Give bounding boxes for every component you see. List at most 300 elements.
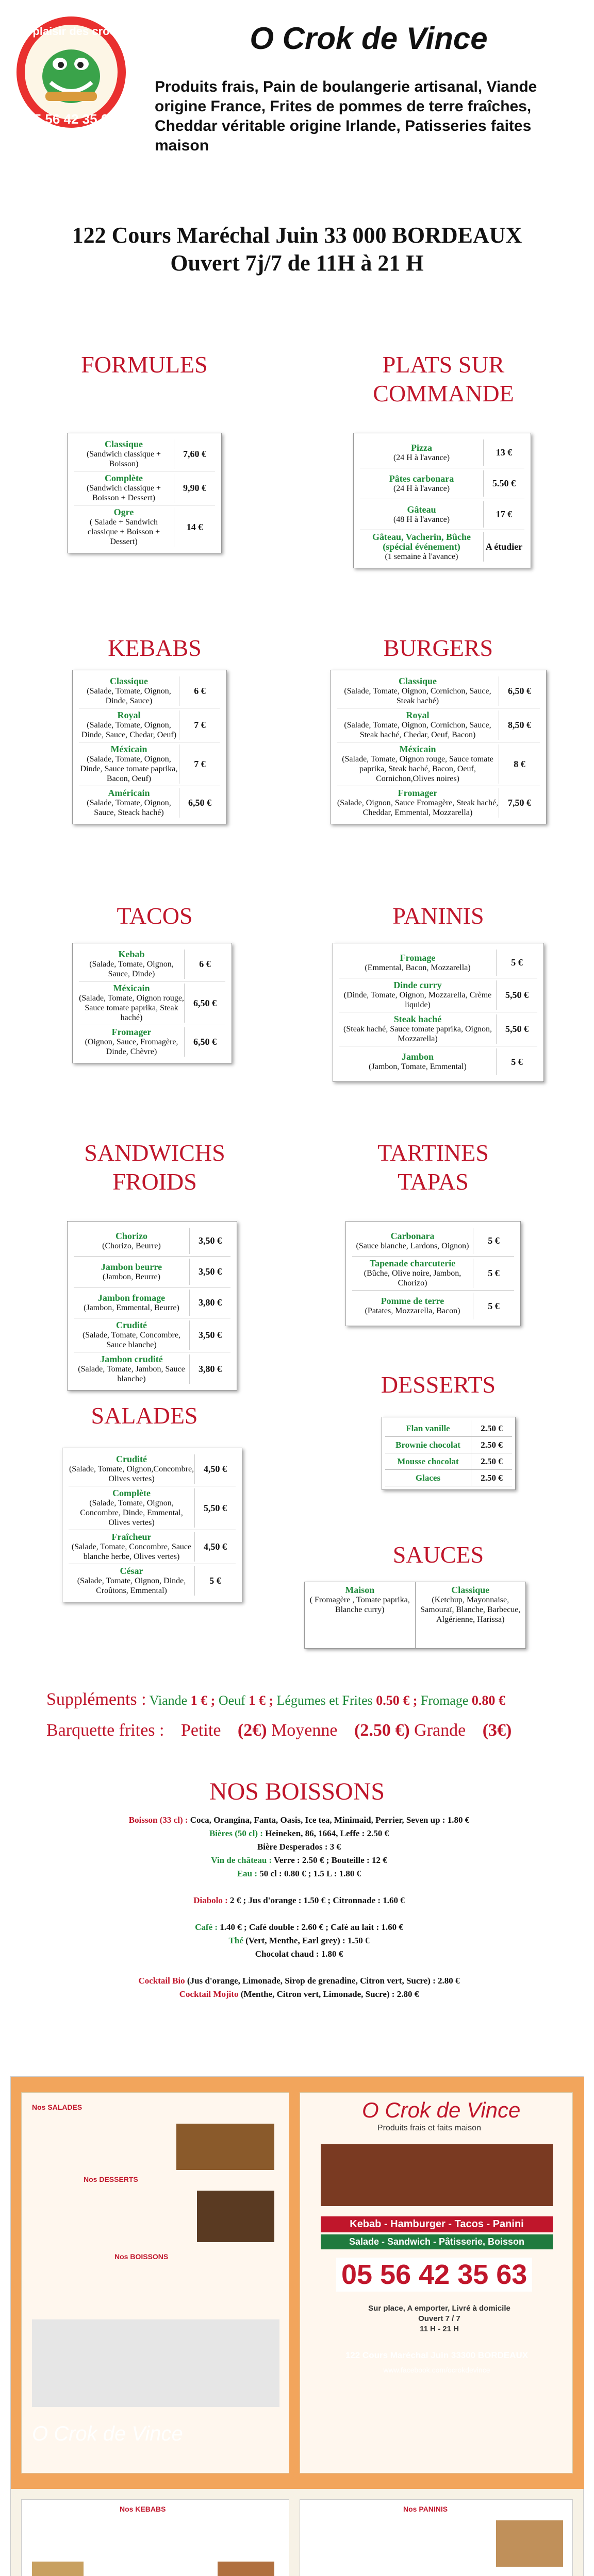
menu-item bbox=[74, 1287, 230, 1318]
menu-item-text bbox=[74, 1320, 189, 1350]
menu-item bbox=[79, 674, 220, 708]
menu-item-text bbox=[79, 676, 179, 706]
menu-item-name: Royal bbox=[117, 710, 141, 720]
menu-item-price: 14 € bbox=[174, 507, 215, 547]
paninis-title: PANINIS bbox=[392, 903, 484, 929]
tartines-box bbox=[345, 1221, 521, 1326]
site-title: O Crok de Vince bbox=[250, 21, 488, 56]
flyer-web: www.facebook.com/ocrokdevince bbox=[383, 2366, 490, 2374]
drink-line bbox=[41, 1934, 557, 1947]
flyer-salad-photo bbox=[176, 2124, 274, 2170]
flyer-panini-photo bbox=[496, 2520, 563, 2567]
drink-line bbox=[41, 1880, 557, 1894]
menu-item-desc: (48 H à l'avance) bbox=[393, 515, 450, 524]
menu-item bbox=[337, 674, 540, 708]
menu-item bbox=[337, 708, 540, 742]
supplement-price: 0.80 € bbox=[471, 1693, 505, 1708]
drink-label: Cocktail Mojito bbox=[179, 1989, 239, 1999]
menu-item-desc: (Salade, Tomate, Oignon,Concombre, Olives vertes) bbox=[69, 1465, 194, 1483]
menu-item bbox=[79, 981, 225, 1025]
menu-item-name: Pizza bbox=[411, 442, 432, 453]
sandwichs-title: SANDWICHS FROIDS bbox=[84, 1140, 225, 1195]
flyer-title: O Crok de Vince bbox=[362, 2098, 521, 2122]
flyer-desserts-heading: Nos DESSERTS bbox=[84, 2175, 138, 2183]
logo-text: le plaisir des crocs bbox=[20, 25, 123, 38]
menu-item-text bbox=[352, 1259, 473, 1288]
menu-item bbox=[385, 1470, 512, 1486]
menu-item bbox=[79, 1025, 225, 1059]
flyer-sub: Sur place, A emporter, Livré à domicile bbox=[368, 2304, 510, 2313]
menu-item-price: 5,50 € bbox=[496, 980, 537, 1010]
menu-item bbox=[385, 1437, 512, 1453]
menu-item bbox=[69, 1452, 236, 1486]
menu-item-text bbox=[79, 744, 179, 784]
drink-text: 50 cl : 0.80 € ; 1.5 L : 1.80 € bbox=[259, 1869, 361, 1878]
sauce-classique-desc: (Ketchup, Mayonnaise, Samouraï, Blanche, Barbecue, Algérienne, Harissa) bbox=[420, 1596, 521, 1624]
menu-item bbox=[69, 1486, 236, 1530]
menu-item-price: 2.50 € bbox=[471, 1420, 512, 1436]
menu-item-price: 2.50 € bbox=[471, 1437, 512, 1453]
menu-item-price: 5.50 € bbox=[483, 470, 524, 497]
flyer-dessert-photo bbox=[197, 2191, 274, 2242]
menu-item-price: 3,50 € bbox=[189, 1228, 230, 1254]
menu-item-name: Classique bbox=[104, 439, 143, 449]
barquette-grande: Grande bbox=[414, 1721, 466, 1740]
drink-text: Verre : 2.50 € ; Bouteille : 12 € bbox=[274, 1855, 387, 1865]
menu-item-price: 6,50 € bbox=[179, 788, 220, 818]
menu-item-text bbox=[79, 984, 184, 1023]
menu-item-text bbox=[337, 710, 499, 740]
menu-item-price: 5 € bbox=[473, 1228, 514, 1254]
menu-item-desc: (Sandwich classique + Boisson) bbox=[86, 450, 161, 468]
menu-item-price: 7,50 € bbox=[499, 788, 540, 818]
menu-item-price: 5 € bbox=[194, 1566, 236, 1596]
drink-label: Cocktail Bio bbox=[138, 1976, 185, 1986]
menu-item-text bbox=[339, 1052, 496, 1072]
menu-item-desc: (Salade, Tomate, Oignon, Cornichon, Sauce, Steak haché) bbox=[344, 687, 491, 705]
menu-item bbox=[79, 786, 220, 820]
menu-item-price: 3,50 € bbox=[189, 1259, 230, 1285]
drink-text: 2 € ; Jus d'orange : 1.50 € ; Citronnade : 1.60 € bbox=[230, 1895, 405, 1905]
menu-item-price: 7,60 € bbox=[174, 439, 215, 469]
menu-item-text: Mousse chocolat bbox=[397, 1456, 459, 1466]
boissons-title: NOS BOISSONS bbox=[209, 1778, 385, 1805]
drink-line bbox=[41, 1988, 557, 2001]
menu-item bbox=[337, 742, 540, 786]
menu-item bbox=[339, 947, 537, 978]
flyer-kebab-photo bbox=[32, 2562, 84, 2576]
drink-line bbox=[41, 1854, 557, 1867]
menu-item-name: Jambon beurre bbox=[101, 1261, 162, 1272]
menu-item-desc: (Salade, Tomate, Jambon, Sauce blanche) bbox=[78, 1365, 185, 1383]
menu-item bbox=[79, 708, 220, 742]
menu-item bbox=[74, 1318, 230, 1352]
supplements-line bbox=[46, 1690, 562, 1709]
menu-item bbox=[337, 786, 540, 820]
menu-item bbox=[339, 1012, 537, 1046]
menu-item-name: Steak haché bbox=[393, 1014, 442, 1024]
menu-item bbox=[385, 1453, 512, 1470]
flyer-kebab-photo-2 bbox=[218, 2562, 274, 2576]
flyer-left-title: O Crok de Vince bbox=[32, 2422, 183, 2445]
menu-item-price: 5 € bbox=[473, 1259, 514, 1288]
menu-item-name: Méxicain bbox=[110, 744, 147, 754]
formules-box bbox=[67, 433, 222, 553]
flyer-map bbox=[32, 2319, 279, 2407]
menu-item-name: Chorizo bbox=[116, 1230, 147, 1241]
menu-item-price: 8,50 € bbox=[499, 710, 540, 740]
flyer-open: Ouvert 7 / 7 bbox=[418, 2314, 460, 2323]
menu-item-price: 6 € bbox=[184, 950, 225, 979]
menu-item-text bbox=[74, 1293, 189, 1313]
drink-line bbox=[41, 1961, 557, 1974]
menu-item-price: 6,50 € bbox=[499, 676, 540, 706]
menu-item-price: 6,50 € bbox=[184, 1027, 225, 1057]
desserts-title: DESSERTS bbox=[381, 1371, 496, 1398]
address-line: 122 Cours Maréchal Juin 33 000 BORDEAUX bbox=[72, 223, 522, 248]
flyer-tagline: Produits frais et faits maison bbox=[377, 2124, 481, 2132]
barquette-grande-price: (3€) bbox=[482, 1721, 512, 1740]
menu-item-text bbox=[360, 474, 483, 494]
menu-item-text: Glaces bbox=[415, 1472, 441, 1483]
menu-item-price: 7 € bbox=[179, 710, 220, 740]
menu-item-text bbox=[74, 1354, 189, 1384]
drink-label: Diabolo : bbox=[193, 1895, 228, 1905]
restaurant-logo bbox=[14, 14, 128, 133]
menu-item-price: 5,50 € bbox=[496, 1014, 537, 1044]
flyer-address: 122 Cours Maréchal Juin 33300 BORDEAUX bbox=[345, 2350, 529, 2360]
menu-item-text: Flan vanille bbox=[406, 1423, 450, 1433]
menu-item-desc: (Salade, Oignon, Sauce Fromagère, Steak haché, Cheddar, Emmental, Mozzarella) bbox=[337, 799, 499, 817]
menu-item-text bbox=[360, 505, 483, 524]
menu-item-text bbox=[337, 788, 499, 818]
flyer-banner: Kebab - Hamburger - Tacos - Panini bbox=[321, 2216, 553, 2232]
menu-item-desc: (Jambon, Emmental, Beurre) bbox=[84, 1303, 179, 1312]
drink-line bbox=[41, 1974, 557, 1988]
drink-line bbox=[41, 1921, 557, 1934]
menu-item bbox=[74, 1226, 230, 1257]
drink-line bbox=[41, 1947, 557, 1961]
menu-item bbox=[69, 1564, 236, 1598]
flyer-food-photo bbox=[321, 2144, 553, 2206]
menu-item-price: 6,50 € bbox=[184, 984, 225, 1023]
drink-label: Eau : bbox=[237, 1869, 258, 1878]
menu-item-price: 5,50 € bbox=[194, 1488, 236, 1528]
barquette-moyenne: Moyenne bbox=[271, 1721, 338, 1740]
menu-item-name: Pâtes carbonara bbox=[389, 473, 454, 484]
menu-item-desc: (Chorizo, Beurre) bbox=[102, 1241, 161, 1250]
menu-item-name: Crudité bbox=[116, 1320, 147, 1330]
barquette-petite-price: (2€) bbox=[237, 1721, 267, 1740]
drink-label: Café : bbox=[195, 1922, 218, 1932]
drink-line bbox=[41, 1867, 557, 1880]
menu-item bbox=[352, 1291, 514, 1321]
menu-item-desc: (Bûche, Olive noire, Jambon, Chorizo) bbox=[364, 1269, 461, 1287]
drink-line bbox=[41, 1840, 557, 1854]
address-block bbox=[0, 222, 594, 277]
barquette-line bbox=[46, 1721, 562, 1740]
menu-item-text bbox=[337, 676, 499, 706]
menu-item-desc: (Jambon, Beurre) bbox=[103, 1272, 160, 1281]
menu-item-text bbox=[337, 744, 499, 784]
menu-item-text bbox=[69, 1566, 194, 1596]
sauce-maison bbox=[305, 1582, 415, 1648]
menu-item-desc: (Steak haché, Sauce tomate paprika, Oignon, Mozzarella) bbox=[343, 1025, 492, 1043]
menu-item-price: 9,90 € bbox=[174, 473, 215, 503]
menu-item-text: Brownie chocolat bbox=[395, 1439, 460, 1450]
supplements-label: Suppléments : bbox=[46, 1690, 146, 1709]
flyer-kebabs-heading: Nos KEBABS bbox=[120, 2505, 166, 2513]
supplement-price: 0.50 € ; bbox=[376, 1693, 418, 1708]
menu-item-desc: (Jambon, Tomate, Emmental) bbox=[369, 1062, 467, 1071]
paninis-box bbox=[333, 943, 544, 1082]
flyer-phone: 05 56 42 35 63 bbox=[336, 2258, 532, 2292]
drink-text: Bière Desperados : 3 € bbox=[257, 1842, 341, 1852]
drink-line bbox=[41, 1814, 557, 1827]
menu-item-price: 4,50 € bbox=[194, 1532, 236, 1562]
menu-item-desc: (Salade, Tomate, Oignon, Dinde, Sauce, Chedar, Oeuf) bbox=[81, 721, 177, 739]
menu-item-text bbox=[360, 443, 483, 463]
menu-item-text bbox=[79, 788, 179, 818]
menu-item bbox=[69, 1530, 236, 1564]
formules-title: FORMULES bbox=[81, 351, 208, 378]
menu-item-text bbox=[339, 980, 496, 1010]
plats-title: PLATS SUR COMMANDE bbox=[373, 351, 514, 406]
flyer-kebab-burger-panel bbox=[21, 2499, 289, 2576]
menu-item-desc: (Salade, Tomate, Concombre, Sauce blanche) bbox=[82, 1331, 181, 1349]
drink-text: Heineken, 86, 1664, Leffe : 2.50 € bbox=[265, 1828, 389, 1838]
flyer-paninis-heading: Nos PANINIS bbox=[403, 2505, 448, 2513]
menu-item-name: Carbonara bbox=[390, 1230, 435, 1241]
menu-item-desc: (24 H à l'avance) bbox=[393, 484, 450, 493]
page-header bbox=[0, 0, 594, 216]
flyer-panini-panel bbox=[300, 2499, 573, 2576]
menu-flyer-image bbox=[10, 2076, 584, 2576]
menu-item bbox=[339, 978, 537, 1012]
menu-item-price: 5 € bbox=[496, 950, 537, 976]
menu-item-text bbox=[339, 1014, 496, 1044]
menu-item-desc: (Salade, Tomate, Oignon, Cornichon, Sauce, Steak haché, Chedar, Oeuf, Bacon) bbox=[344, 721, 491, 739]
sauces-title: SAUCES bbox=[392, 1541, 484, 1568]
menu-item-text bbox=[74, 1231, 189, 1251]
supplement-name: Légumes et Frites bbox=[276, 1693, 373, 1708]
menu-item-text bbox=[69, 1454, 194, 1484]
menu-item-desc: (Salade, Tomate, Oignon, Dinde, Sauce) bbox=[87, 687, 171, 705]
drink-label: Boisson (33 cl) : bbox=[128, 1815, 188, 1825]
menu-item-price: 6 € bbox=[179, 676, 220, 706]
flyer-left-panel bbox=[21, 2092, 289, 2473]
menu-item-name: Fraîcheur bbox=[111, 1532, 152, 1542]
menu-item-text bbox=[79, 1027, 184, 1057]
menu-item-name: Complète bbox=[112, 1488, 151, 1498]
menu-item-desc: (Salade, Tomate, Oignon rouge, Sauce tomate paprika, Steak haché) bbox=[79, 994, 184, 1022]
menu-item-price: 8 € bbox=[499, 744, 540, 784]
burgers-title: BURGERS bbox=[383, 635, 493, 661]
menu-item-price: 7 € bbox=[179, 744, 220, 784]
menu-item bbox=[352, 1226, 514, 1257]
menu-item-text bbox=[74, 507, 174, 547]
flyer-right-panel bbox=[300, 2092, 573, 2473]
menu-item bbox=[385, 1420, 512, 1437]
menu-item-text bbox=[360, 532, 483, 562]
menu-item-price: 13 € bbox=[483, 439, 524, 466]
menu-item bbox=[360, 530, 524, 564]
menu-item-price: 4,50 € bbox=[194, 1454, 236, 1484]
menu-item-desc: (Patates, Mozzarella, Bacon) bbox=[365, 1307, 460, 1315]
menu-item-desc: (Salade, Tomate, Oignon, Dinde, Croûtons, Emmental) bbox=[77, 1577, 186, 1595]
menu-item-name: Méxicain bbox=[399, 744, 436, 754]
menu-item bbox=[352, 1257, 514, 1291]
menu-item-name: Crudité bbox=[116, 1454, 147, 1464]
drink-text: (Jus d'orange, Limonade, Sirop de grenadine, Citron vert, Sucre) : 2.80 € bbox=[187, 1976, 460, 1986]
menu-item-text bbox=[352, 1296, 473, 1316]
tacos-box bbox=[72, 943, 232, 1063]
kebabs-box bbox=[72, 670, 227, 824]
menu-item-name: Fromager bbox=[398, 788, 438, 798]
flyer-salades-heading: Nos SALADES bbox=[32, 2103, 82, 2111]
drink-text: (Vert, Menthe, Earl grey) : 1.50 € bbox=[245, 1936, 370, 1945]
drink-label: Thé bbox=[228, 1936, 243, 1945]
menu-item bbox=[74, 1257, 230, 1287]
menu-item-text bbox=[79, 710, 179, 740]
menu-item-price: 2.50 € bbox=[471, 1470, 512, 1486]
menu-item bbox=[74, 1352, 230, 1386]
menu-item bbox=[339, 1046, 537, 1077]
drink-line bbox=[41, 1907, 557, 1921]
menu-item-desc: (24 H à l'avance) bbox=[393, 453, 450, 462]
menu-item-price: 3,80 € bbox=[189, 1290, 230, 1316]
menu-item-name: Gâteau bbox=[407, 504, 436, 515]
menu-item-name: Fromage bbox=[400, 952, 436, 963]
menu-item-name: Dinde curry bbox=[393, 980, 442, 990]
menu-item-name: Kebab bbox=[118, 949, 145, 959]
logo-phone: 05 56 42 35 63 bbox=[26, 111, 116, 127]
flyer-hours: 11 H - 21 H bbox=[420, 2325, 459, 2333]
drink-label: Bières (50 cl) : bbox=[209, 1828, 263, 1838]
menu-item-name: Ogre bbox=[113, 507, 134, 517]
menu-item-name: Pomme de terre bbox=[381, 1296, 444, 1306]
sauce-maison-name: Maison bbox=[345, 1585, 375, 1595]
menu-item-price: 3,80 € bbox=[189, 1354, 230, 1384]
menu-item-text bbox=[74, 439, 174, 469]
menu-item-text bbox=[352, 1231, 473, 1251]
tartines-title: TARTINES TAPAS bbox=[377, 1140, 489, 1195]
menu-item-name: Complète bbox=[105, 473, 143, 483]
menu-item bbox=[360, 437, 524, 468]
drink-text: Chocolat chaud : 1.80 € bbox=[255, 1949, 343, 1959]
boissons-list bbox=[41, 1814, 557, 2001]
menu-item-name: Tapenade charcuterie bbox=[369, 1258, 456, 1268]
menu-item bbox=[74, 471, 215, 505]
salades-title: SALADES bbox=[91, 1402, 198, 1429]
menu-item-text bbox=[79, 950, 184, 979]
flyer-banner-2: Salade - Sandwich - Pâtisserie, Boisson bbox=[321, 2234, 553, 2249]
barquette-petite: Petite bbox=[180, 1721, 221, 1740]
plats-box bbox=[353, 433, 531, 568]
kebabs-title: KEBABS bbox=[108, 635, 202, 661]
sauces-box bbox=[304, 1582, 526, 1649]
drink-text: Coca, Orangina, Fanta, Oasis, Ice tea, Minimaid, Perrier, Seven up : 1.80 € bbox=[190, 1815, 470, 1825]
opening-hours: Ouvert 7j/7 de 11H à 21 H bbox=[170, 250, 424, 276]
menu-item-name: Royal bbox=[406, 710, 430, 720]
menu-item-name: Jambon crudité bbox=[100, 1354, 163, 1364]
supplement-name: Viande bbox=[149, 1693, 188, 1708]
supplement-price: 1 € ; bbox=[249, 1693, 273, 1708]
desserts-box bbox=[382, 1417, 516, 1490]
menu-item-price: 5 € bbox=[473, 1293, 514, 1319]
menu-item-desc: ( Salade + Sandwich classique + Boisson + Dessert) bbox=[87, 518, 160, 546]
menu-item-desc: (Dinde, Tomate, Oignon, Mozzarella, Crème liquide) bbox=[343, 991, 492, 1009]
menu-item bbox=[74, 437, 215, 471]
drink-text: (Menthe, Citron vert, Limonade, Sucre) : 2.80 € bbox=[240, 1989, 419, 1999]
menu-item bbox=[360, 468, 524, 499]
tagline: Produits frais, Pain de boulangerie artisanal, Viande origine France, Frites de pommes de terre fraîches, Cheddar véritable origine Irlande, Patisseries faites maison bbox=[155, 78, 537, 154]
sauce-maison-desc: ( Fromagère , Tomate paprika, Blanche curry) bbox=[309, 1596, 410, 1614]
menu-item-name: Jambon bbox=[401, 1052, 434, 1062]
menu-item-name: Classique bbox=[398, 676, 437, 686]
menu-item-text bbox=[69, 1488, 194, 1528]
menu-item-name: Classique bbox=[109, 676, 148, 686]
menu-item-name: Gâteau, Vacherin, Bûche (spécial événement) bbox=[372, 532, 471, 552]
sandwichs-box bbox=[67, 1221, 237, 1391]
sauce-classique-name: Classique bbox=[451, 1585, 490, 1595]
menu-item-desc: (Salade, Tomate, Concombre, Sauce blanche herbe, Olives vertes) bbox=[71, 1543, 192, 1561]
drink-line bbox=[41, 1894, 557, 1907]
menu-item-name: Américain bbox=[108, 788, 150, 798]
menu-item-desc: (Sauce blanche, Lardons, Oignon) bbox=[356, 1241, 469, 1250]
burgers-box bbox=[330, 670, 547, 824]
menu-item-desc: (Salade, Tomate, Oignon, Sauce, Dinde) bbox=[89, 960, 174, 978]
barquette-moyenne-price: (2.50 €) bbox=[354, 1721, 410, 1740]
sauce-classique bbox=[415, 1582, 526, 1648]
menu-item bbox=[360, 499, 524, 530]
menu-item-price: 17 € bbox=[483, 501, 524, 528]
barquette-label: Barquette frites : bbox=[46, 1721, 164, 1740]
menu-item-text bbox=[339, 953, 496, 973]
menu-item-desc: (1 semaine à l'avance) bbox=[385, 552, 458, 561]
menu-item-desc: (Emmental, Bacon, Mozzarella) bbox=[365, 963, 471, 972]
menu-item-price: 3,50 € bbox=[189, 1320, 230, 1350]
drink-text: 1.40 € ; Café double : 2.60 € ; Café au lait : 1.60 € bbox=[220, 1922, 403, 1932]
menu-item-name: Jambon fromage bbox=[97, 1292, 166, 1303]
menu-item-name: Fromager bbox=[111, 1027, 152, 1037]
menu-item-desc: (Sandwich classique + Boisson + Dessert) bbox=[86, 484, 161, 502]
menu-item-desc: (Salade, Tomate, Oignon, Sauce, Steack haché) bbox=[87, 799, 171, 817]
tacos-title: TACOS bbox=[117, 903, 193, 929]
menu-item bbox=[74, 505, 215, 549]
menu-item bbox=[79, 947, 225, 981]
salades-box bbox=[62, 1448, 242, 1602]
menu-item-price: 2.50 € bbox=[471, 1453, 512, 1469]
menu-item-text bbox=[69, 1532, 194, 1562]
menu-item-text bbox=[74, 1262, 189, 1282]
menu-item-desc: (Salade, Tomate, Oignon, Concombre, Dinde, Emmental, Olives vertes) bbox=[80, 1499, 183, 1527]
drink-line bbox=[41, 1827, 557, 1840]
drink-label: Vin de château : bbox=[211, 1855, 272, 1865]
flyer-boissons-heading: Nos BOISSONS bbox=[114, 2252, 169, 2261]
supplement-name: Oeuf bbox=[218, 1693, 245, 1708]
menu-item-price: A étudier bbox=[483, 532, 524, 562]
menu-item-desc: (Salade, Tomate, Oignon rouge, Sauce tomate paprika, Steak haché, Bacon, Oeuf, Cornichon,Olives noires) bbox=[342, 755, 493, 783]
menu-item bbox=[79, 742, 220, 786]
menu-item-text bbox=[74, 473, 174, 503]
supplement-price: 1 € ; bbox=[190, 1693, 216, 1708]
supplement-name: Fromage bbox=[420, 1693, 469, 1708]
menu-item-desc: (Salade, Tomate, Oignon, Dinde, Sauce tomate paprika, Bacon, Oeuf) bbox=[80, 755, 178, 783]
menu-item-name: César bbox=[120, 1566, 143, 1576]
menu-item-name: Méxicain bbox=[113, 983, 150, 993]
menu-item-desc: (Oignon, Sauce, Fromagère, Dinde, Chèvre) bbox=[85, 1038, 178, 1056]
